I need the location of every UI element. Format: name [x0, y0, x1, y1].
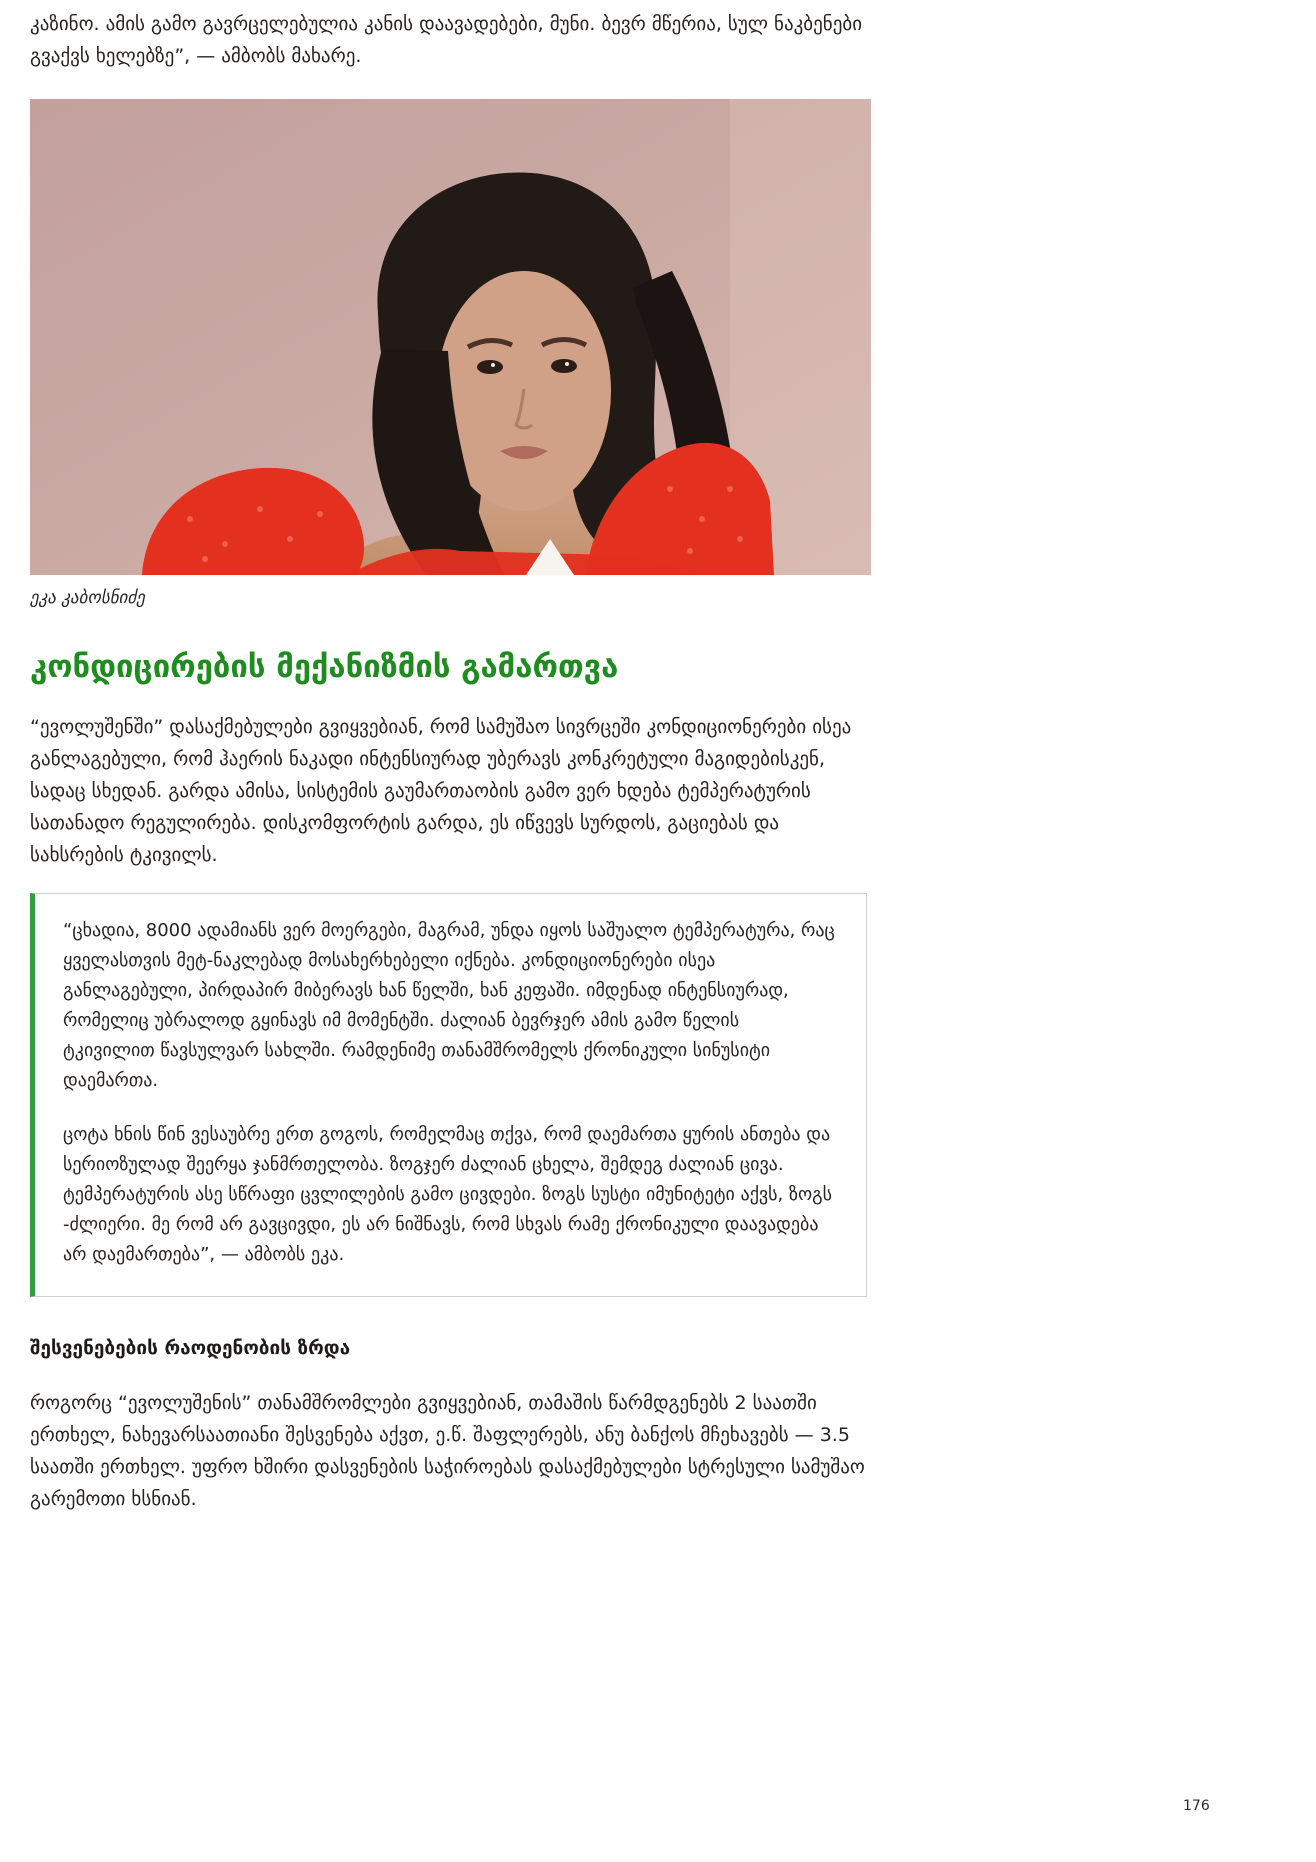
right-eye: [551, 359, 577, 373]
quote-block: [30, 893, 867, 1297]
page-number: 176: [1183, 1798, 1210, 1814]
intro-paragraph: კაზინო. ამის გამო გავრცელებულია კანის დაავადებები, მუნი. ბევრ მწერია, სულ ნაკბენები გვაქვს ხელებზე”, — ამბობს მახარე.: [30, 13, 863, 67]
quote-paragraph-1: “ცხადია, 8000 ადამიანს ვერ მოერგები, მაგრამ, უნდა იყოს საშუალო ტემპერატურა, რაც ყველასთვის მეტ-ნაკლებად მოსახერხებელი იქნება. კონდიციონერები ისეა განლაგებული, პირდაპირ მიბერავს ხან წელში, ხან კეფაში. იმდენად ინტენსიურად, რომელიც უბრალოდ გყინავს იმ მომენტში. ძალიან ბევრჯერ ამის გამო წელის ტკივილით წავსულვარ სახლში. რამდენიმე თანამშრომელს ქრონიკული სინუსიტი დაემართა.: [63, 920, 835, 1091]
closing-paragraph: როგორც “ევოლუშენის” თანამშრომლები გვიყვებიან, თამაშის წარმდგენებს 2 საათში ერთხელ, ნახევარსაათიანი შესვენება აქვთ, ე.წ. შაფლერებს, ანუ ბანქოს მჩეხავებს — 3.5 საათში ერთხელ. უფრო ხშირი დასვენების საჭიროებას დასაქმებულები სტრესული სამუშაო გარემოთი ხსნიან.: [30, 1392, 865, 1510]
section-heading: კონდიცირების მექანიზმის გამართვა: [30, 649, 619, 685]
left-eye: [477, 360, 503, 374]
section-paragraph: “ევოლუშენში” დასაქმებულები გვიყვებიან, რომ სამუშაო სივრცეში კონდიციონერები ისეა განლაგებული, რომ ჰაერის ნაკადი ინტენსიურად უბერავს კონკრეტული მაგიდებისკენ, სადაც სხედან. გარდა ამისა, სისტემის გაუმართაობის გამო ვერ ხდება ტემპერატურის სათანადო რეგულირება. დისკომფორტის გარდა, ეს იწვევს სურდოს, გაციებას და სახსრების ტკივილს.: [30, 716, 852, 866]
photo-caption: ეკა კაბოსნიძე: [30, 588, 145, 608]
woman-portrait-illustration: [30, 99, 871, 575]
sub-heading: შესვენებების რაოდენობის ზრდა: [30, 1337, 351, 1359]
quote-paragraph-2: ცოტა ხნის წინ ვესაუბრე ერთ გოგოს, რომელმაც თქვა, რომ დაემართა ყურის ანთება და სერიოზულად შეერყა ჯანმრთელობა. ზოგჯერ ძალიან ცხელა, შემდეგ ძალიან ცივა. ტემპერატურის ასე სწრაფი ცვლილების გამო ცივდები. ზოგს სუსტი იმუნიტეტი აქვს, ზოგს -ძლიერი. მე რომ არ გავცივდი, ეს არ ნიშნავს, რომ სხვას რამე ქრონიკული დაავადება არ დაემართება”, — ამბობს ეკა.: [63, 1124, 833, 1265]
article-photo: [30, 99, 871, 575]
article-content: [30, 8, 875, 1515]
